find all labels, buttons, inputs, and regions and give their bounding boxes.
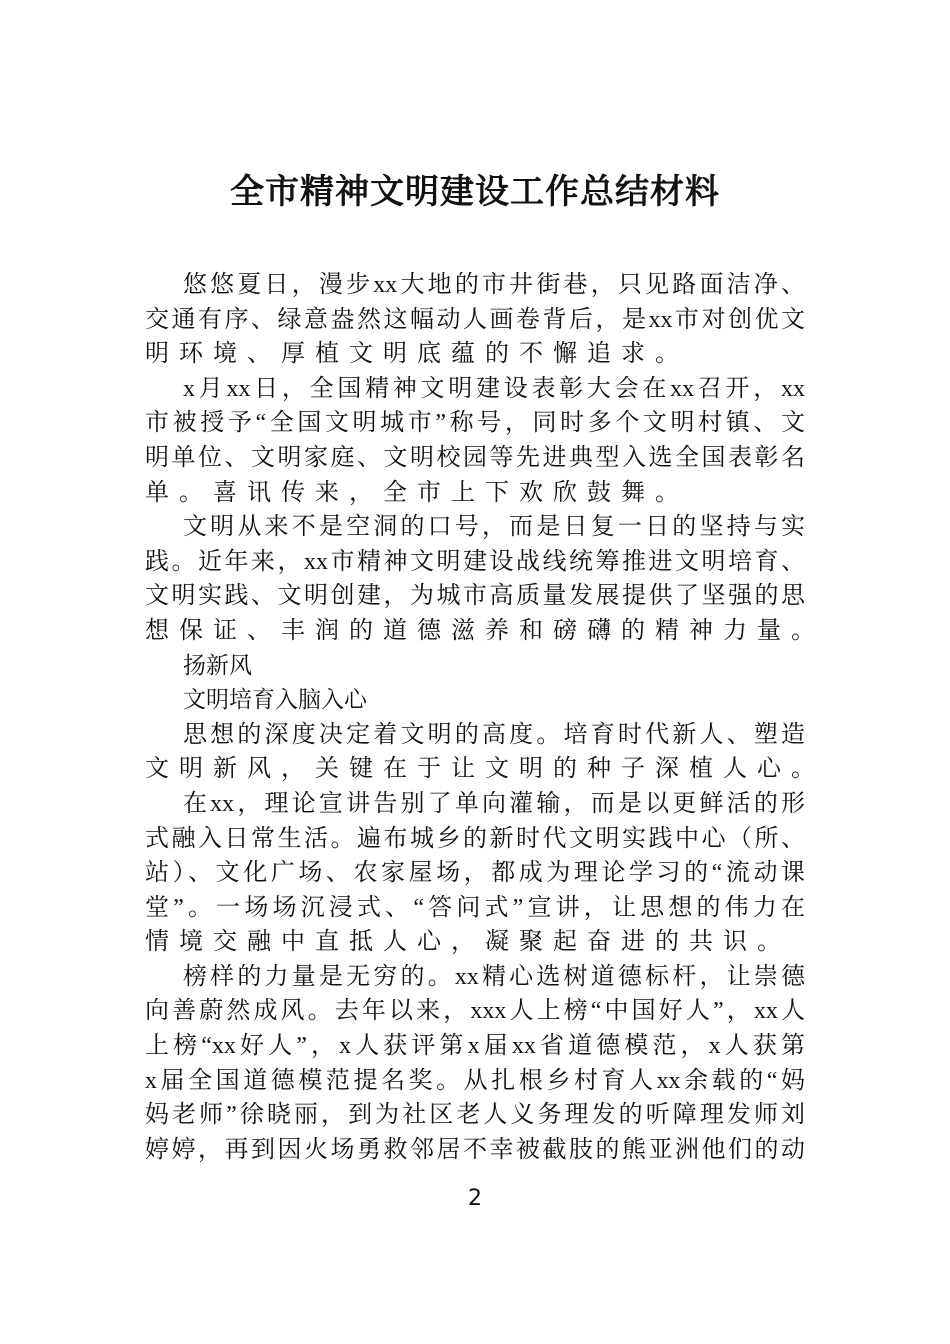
paragraph: [145, 268, 805, 372]
text-line: 堂”。一场场沉浸式、“答问式”宣讲，让思想的伟力在: [145, 894, 805, 921]
paragraph: [145, 718, 825, 787]
paragraph: [145, 960, 805, 1168]
text-line: 明环境、厚植文明底蕴的不懈追求。: [145, 341, 689, 368]
text-line: 文明新风，关键在于让文明的种子深植人心。: [145, 756, 825, 783]
paragraph: [145, 510, 825, 648]
text-line: 交通有序、绿意盎然这幅动人画卷背后，是xx市对创优文: [145, 306, 805, 333]
text-line: 式融入日常生活。遍布城乡的新时代文明实践中心（所、: [145, 825, 805, 852]
text-line: 在xx，理论宣讲告别了单向灌输，而是以更鲜活的形: [183, 790, 805, 817]
text-line: 向善蔚然成风。去年以来，xxx人上榜“中国好人”，xx人: [145, 998, 805, 1025]
section-subheading: 文明培育入脑入心: [183, 687, 367, 714]
document-body: [145, 268, 825, 1167]
text-line: 践。近年来，xx市精神文明建设战线统筹推进文明培育、: [145, 548, 805, 575]
text-line: 妈老师”徐晓丽，到为社区老人义务理发的听障理发师刘: [145, 1102, 805, 1129]
text-line: 悠悠夏日，漫步xx大地的市井街巷，只见路面洁净、: [183, 272, 805, 298]
text-line: 站）、文化广场、农家屋场，都成为理论学习的“流动课: [145, 860, 805, 887]
text-line: 情境交融中直抵人心，凝聚起奋进的共识。: [145, 929, 791, 956]
text-line: 思想的深度决定着文明的高度。培育时代新人、塑造: [183, 721, 805, 748]
page-number: 2: [468, 1186, 482, 1211]
text-line: 明单位、文明家庭、文明校园等先进典型入选全国表彰名: [145, 444, 805, 471]
text-line: 婷婷，再到因火场勇救邻居不幸被截肢的熊亚洲他们的动: [145, 1136, 805, 1163]
text-line: x月xx日，全国精神文明建设表彰大会在xx召开，xx: [183, 375, 805, 402]
text-line: 文明从来不是空洞的口号，而是日复一日的坚持与实: [183, 514, 805, 541]
text-line: 单。喜讯传来，全市上下欢欣鼓舞。: [145, 479, 689, 506]
paragraph: [145, 372, 805, 510]
text-line: 上榜“xx好人”，x人获评第x届xx省道德模范，x人获第: [145, 1033, 805, 1060]
text-line: 市被授予“全国文明城市”称号，同时多个文明村镇、文: [145, 410, 805, 437]
text-line: x届全国道德模范提名奖。从扎根乡村育人xx余载的“妈: [145, 1067, 805, 1094]
document-title: 全市精神文明建设工作总结材料: [230, 172, 720, 212]
text-line: 榜样的力量是无穷的。xx精心选树道德标杆，让崇德: [183, 963, 805, 990]
paragraph: [145, 787, 805, 960]
text-line: 想保证、丰润的道德滋养和磅礴的精神力量。: [145, 617, 825, 644]
section-heading: 扬新风: [183, 652, 252, 679]
text-line: 文明实践、文明创建，为城市高质量发展提供了坚强的思: [145, 583, 805, 610]
